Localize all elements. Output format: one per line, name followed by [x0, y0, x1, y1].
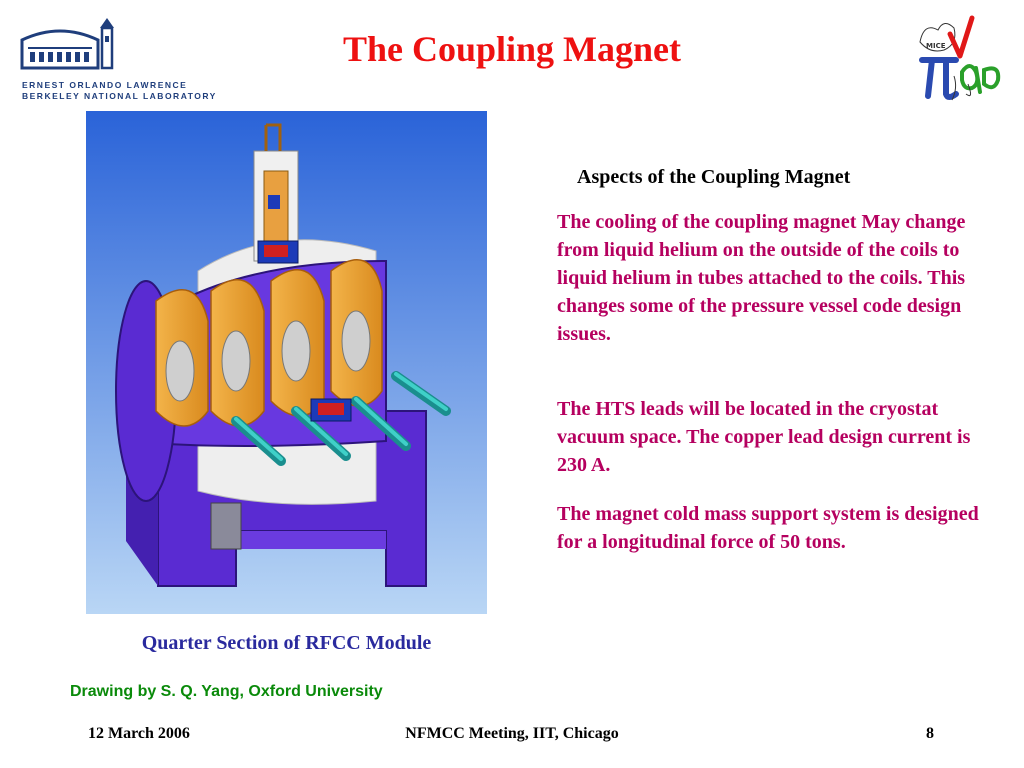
- lbl-name-line2: BERKELEY NATIONAL LABORATORY: [22, 91, 217, 101]
- aspects-heading: Aspects of the Coupling Magnet: [577, 166, 851, 188]
- slide-title: The Coupling Magnet: [342, 29, 682, 69]
- rfcc-module-drawing: [86, 111, 487, 614]
- page-number: 8: [926, 725, 934, 742]
- lbl-name-line1: ERNEST ORLANDO LAWRENCE: [22, 80, 188, 90]
- footer-event: NFMCC Meeting, IIT, Chicago: [405, 725, 619, 742]
- aspect-paragraph-cooling: The cooling of the coupling magnet May change from liquid helium on the outside of the coils to liquid helium in tubes attached to the coils. This changes some of the pressure vessel code design issues.: [557, 211, 966, 345]
- aspect-paragraph-hts-leads: The HTS leads will be located in the cryostat vacuum space. The copper lead design current is 230 A.: [557, 398, 971, 476]
- aspect-paragraph-support: The magnet cold mass support system is designed for a longitudinal force of 50 tons.: [557, 503, 979, 553]
- figure-credit: Drawing by S. Q. Yang, Oxford University: [70, 683, 383, 700]
- mice-logo-text: MICE: [926, 42, 946, 50]
- footer-date: 12 March 2006: [88, 725, 190, 742]
- figure-caption: Quarter Section of RFCC Module: [141, 632, 432, 654]
- mice-logo: [914, 14, 1010, 104]
